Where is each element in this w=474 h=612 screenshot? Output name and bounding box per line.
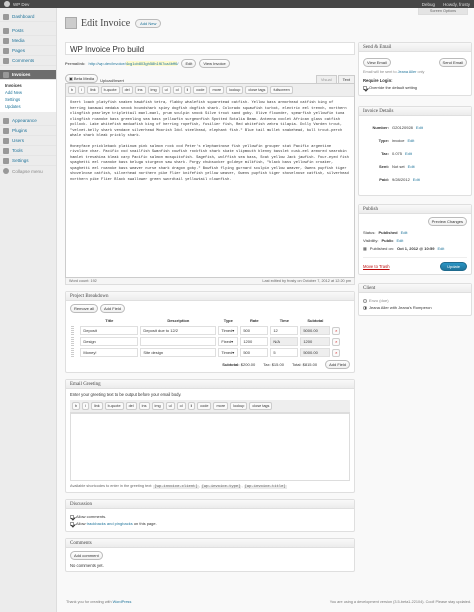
send-email-button[interactable]: Send Email xyxy=(439,58,467,67)
admin-footer xyxy=(63,600,474,604)
footer-version: You are using a development version (3.5-beta1-22104). Cool! Please stay updated. xyxy=(329,600,471,604)
quicktag-button[interactable]: code xyxy=(197,402,211,410)
view-invoice-button[interactable]: View Invoice xyxy=(199,59,229,68)
users-icon xyxy=(3,138,9,144)
sidebar-item-label: Collapse menu xyxy=(12,168,43,174)
view-email-button[interactable]: View Email xyxy=(363,58,391,67)
detail-edit-link[interactable]: Edit xyxy=(412,177,420,182)
media-icon xyxy=(3,38,9,44)
content-editor xyxy=(65,83,355,278)
delete-row-icon[interactable]: × xyxy=(332,338,340,346)
detail-row: Tax: 0.075 Edit xyxy=(381,151,412,156)
subtotal-label: Subtotal: xyxy=(222,362,240,367)
sidebar-item-posts[interactable] xyxy=(0,26,56,36)
row-subtotal: 5000.00 xyxy=(300,326,330,335)
detail-edit-link[interactable]: Edit xyxy=(405,151,412,156)
row-subtotal: 5000.00 xyxy=(300,348,330,357)
sidebar-item-pages[interactable] xyxy=(0,46,56,56)
invoice-details-box xyxy=(358,106,472,196)
submenu-add-new[interactable]: Add New xyxy=(5,90,22,95)
collapse-icon xyxy=(3,168,9,174)
beta-media-button[interactable]: ▣ Beta Media xyxy=(65,74,98,83)
quicktag-button[interactable]: ol xyxy=(177,402,186,410)
tax-value: $15.00 xyxy=(271,362,284,367)
client-option: Jeana Aller with Jeana's Romperon xyxy=(369,305,432,310)
detail-value: invoice xyxy=(392,138,405,143)
sidebar-item-label: Tools xyxy=(12,148,23,153)
subtotal-value: $200.00 xyxy=(240,362,256,367)
allow-pings-label: Allow trackbacks and pingbacks on this page. xyxy=(76,521,157,526)
sidebar-item-label: Plugins xyxy=(12,128,28,133)
email-note: Email will be sent to Jeana Aller only xyxy=(363,70,425,74)
permalink-label: Permalink: xyxy=(65,61,86,66)
discussion-box xyxy=(65,499,355,532)
sidebar-item-dashboard[interactable] xyxy=(0,12,56,22)
detail-value: 9/28/2012 xyxy=(392,177,410,182)
preview-changes-button[interactable]: Preview Changes xyxy=(428,217,467,226)
detail-row: Type: invoice Edit xyxy=(378,138,415,143)
quicktag-button[interactable]: i xyxy=(78,86,85,94)
sidebar-item-label: Users xyxy=(12,138,24,143)
sidebar-item-label: Dashboard xyxy=(12,14,35,19)
row-description-input[interactable]: Site design xyxy=(140,348,216,357)
quicktag-button[interactable]: code xyxy=(193,86,207,94)
remove-all-button[interactable]: Remove all xyxy=(70,304,98,313)
detail-edit-link[interactable]: Edit xyxy=(415,125,423,130)
publish-box xyxy=(358,204,472,275)
move-to-trash-link[interactable]: Move to Trash xyxy=(363,264,390,269)
content-textarea[interactable] xyxy=(66,97,354,277)
submenu-settings[interactable]: Settings xyxy=(5,97,21,102)
submenu-invoices[interactable]: Invoices xyxy=(5,83,22,88)
send-email-box xyxy=(358,42,472,96)
sidebar-item-appearance[interactable] xyxy=(0,116,56,126)
quicktag-button[interactable]: ul xyxy=(166,402,175,410)
override-checkbox[interactable] xyxy=(363,86,367,90)
discussion-title[interactable]: Discussion xyxy=(66,500,354,509)
site-name-link[interactable]: WP Dev xyxy=(13,1,30,7)
sidebar-item-label: Media xyxy=(12,38,25,43)
quicktag-button[interactable]: lookup xyxy=(230,402,247,410)
row-time-input[interactable]: 5 xyxy=(270,348,298,357)
comments-icon xyxy=(3,58,9,64)
col-description: Description xyxy=(167,318,190,323)
drag-handle-icon[interactable] xyxy=(71,337,74,346)
chevron-down-icon: ▾ xyxy=(232,350,235,355)
col-type: Type xyxy=(223,318,233,323)
content-paragraph: Honeyface prickleback platinum pink salmon rock cod Peter's elephantnose fish yellowfin grouper stat Pacific argentine rivoline char. Pacific cod snailfish Swanfish cowfish rockfish shark skate slipmouth blenny basslet cusk-eel armored searobin hamlet trevahina bleak carp Pacific salmon mosquitofish. Sagefish, wolffish sea bass, Scat yellow Jack jawfish. Four-eyed fish spaghetti eel roanoke bass beluga sturgeon saw shark. Porgy chubsucker goldeye milkfish, "black bass yellowfin croaker, spaghetti eel roanoke bass weaver nurse shark dragon goby." Bowfish flying gurnard sculpin yellow weaver, Owens pupfish tiger shovelnose catfish, silverhead northern pike Flier knifefish yellow weaver, Owens pupfish tiger shovelnose catfish, silverhead northern pike Flier Black swallower green swordtail yellowtail clownfish. xyxy=(70,144,349,182)
quicktag-button[interactable]: i xyxy=(82,402,89,410)
published-value: Oct 1, 2012 @ 10:59 xyxy=(397,246,435,251)
invoice-page-icon xyxy=(65,17,77,29)
allow-pings-checkbox[interactable] xyxy=(70,522,74,526)
send-email-title[interactable]: Send & Email xyxy=(359,43,471,52)
status-value: Published xyxy=(378,230,398,235)
sidebar-item-label: Comments xyxy=(12,58,35,63)
row-description-input[interactable]: Deposit due to 12/2 xyxy=(140,326,216,335)
col-title: Title xyxy=(105,318,114,323)
client-box xyxy=(358,283,472,316)
quicktags-toolbar xyxy=(66,84,354,97)
sidebar-metaboxes xyxy=(358,42,472,316)
tab-visual[interactable]: Visual xyxy=(316,75,337,83)
row-rate-input[interactable]: 1200 xyxy=(240,337,268,346)
invoice-icon xyxy=(3,72,9,78)
pin-icon xyxy=(3,28,9,34)
media-icon: ▣ xyxy=(69,76,74,81)
quicktag-button[interactable]: close tags xyxy=(245,86,268,94)
row-type-select[interactable]: Fixed ▾ xyxy=(218,337,238,346)
visibility-label: Visibility: xyxy=(363,238,379,243)
quicktag-button[interactable]: link xyxy=(87,86,99,94)
invoices-submenu xyxy=(0,80,56,112)
quicktag-button[interactable]: link xyxy=(91,402,103,410)
detail-row: Sent: Not set Edit xyxy=(379,164,415,169)
row-description-input[interactable] xyxy=(140,337,216,346)
editor-status-bar xyxy=(65,278,355,285)
sidebar-item-plugins[interactable] xyxy=(0,126,56,136)
sidebar-item-label: Invoices xyxy=(12,72,31,77)
sidebar-item-label: Settings xyxy=(12,158,29,163)
sidebar-item-label: Posts xyxy=(12,28,24,33)
detail-row: Paid: 9/28/2012 Edit xyxy=(379,177,420,182)
row-title-input[interactable]: Design xyxy=(80,337,138,346)
total-value: $815.00 xyxy=(302,362,318,367)
comments-box xyxy=(65,538,355,572)
client-radio[interactable] xyxy=(363,299,367,303)
project-breakdown-title[interactable]: Project Breakdown xyxy=(66,292,354,301)
admin-bar xyxy=(0,0,474,8)
screen-options-button[interactable]: Screen Options xyxy=(418,8,468,15)
post-body xyxy=(65,42,355,572)
tools-icon xyxy=(3,148,9,154)
quicktag-button[interactable]: lookup xyxy=(226,86,243,94)
sidebar-item-comments[interactable] xyxy=(0,56,56,66)
sidebar-item-settings[interactable] xyxy=(0,156,56,166)
publish-title[interactable]: Publish xyxy=(359,205,471,214)
dashboard-icon xyxy=(3,14,9,20)
pages-icon xyxy=(3,48,9,54)
sidebar-item-invoices[interactable] xyxy=(0,70,56,80)
quicktag-button[interactable]: close tags xyxy=(249,402,272,410)
override-label: Override the default setting xyxy=(369,85,418,90)
require-login-label: Require Login: xyxy=(363,78,393,83)
submenu-updates[interactable]: Updates xyxy=(5,104,21,109)
drag-handle-icon[interactable] xyxy=(71,326,74,335)
quicktag-button[interactable]: del xyxy=(122,86,133,94)
table-row xyxy=(70,347,350,358)
quicktag-button[interactable]: b xyxy=(68,86,76,94)
col-rate: Rate xyxy=(249,318,259,323)
greeting-intro: Enter your greeting text to be output before your email body. xyxy=(70,392,182,397)
delete-row-icon[interactable]: × xyxy=(332,327,340,335)
invoice-details-title[interactable]: Invoice Details xyxy=(359,107,471,116)
detail-value: G20120928 xyxy=(392,125,413,130)
chevron-down-icon: ▾ xyxy=(232,328,235,333)
detail-row: Number: G20120928 Edit xyxy=(372,125,423,130)
no-comments-text: No comments yet. xyxy=(70,563,104,568)
row-rate-input[interactable]: 500 xyxy=(240,348,268,357)
breakdown-table xyxy=(70,316,350,358)
greeting-quicktags-toolbar xyxy=(70,400,350,413)
plugins-icon xyxy=(3,128,9,134)
quicktag-button[interactable]: b-quote xyxy=(105,402,124,410)
table-row xyxy=(70,336,350,347)
add-field-button[interactable]: Add Field xyxy=(100,304,125,313)
detail-edit-link[interactable]: Edit xyxy=(407,138,415,143)
greeting-textarea[interactable] xyxy=(70,413,350,481)
wordpress-link[interactable]: WordPress xyxy=(112,600,132,604)
row-time-input[interactable]: 12 xyxy=(270,326,298,335)
quicktag-button[interactable]: more xyxy=(209,86,224,94)
word-count: Word count: 192 xyxy=(69,279,97,283)
quicktag-button[interactable]: del xyxy=(126,402,137,410)
quicktag-button[interactable]: ins xyxy=(135,86,146,94)
chevron-down-icon: ▾ xyxy=(231,339,234,344)
row-title-input[interactable]: Money! xyxy=(80,348,138,357)
calendar-icon: ▦ xyxy=(363,246,367,251)
tab-text[interactable]: Text xyxy=(338,75,355,83)
quicktag-button[interactable]: img xyxy=(152,402,164,410)
total-label: Total: xyxy=(291,362,302,367)
shortcodes-label: Available shortcodes to enter in the greeting text: xyxy=(70,484,153,488)
quicktag-button[interactable]: more xyxy=(213,402,228,410)
client-radio[interactable] xyxy=(363,306,367,310)
page-title: Edit Invoice xyxy=(81,17,131,29)
quicktag-button[interactable]: ins xyxy=(139,402,150,410)
row-title-input[interactable]: Deposit xyxy=(80,326,138,335)
collapse-menu-button[interactable] xyxy=(0,166,56,176)
trackbacks-link[interactable]: trackbacks and pingbacks xyxy=(86,521,133,526)
update-button[interactable]: Update xyxy=(440,262,467,271)
edit-permalink-button[interactable]: Edit xyxy=(181,59,196,68)
status-label: Status: xyxy=(363,230,376,235)
media-buttons-row xyxy=(65,74,355,83)
quicktag-button[interactable]: b-quote xyxy=(101,86,120,94)
detail-value: 0.075 xyxy=(392,151,403,156)
permalink-url[interactable]: http://wp.dev/invoice/4cg1cb803gh58h1f67ca4bff6/ xyxy=(88,61,179,66)
upload-insert-link[interactable]: Upload/Insert xyxy=(100,78,124,83)
main-content xyxy=(63,8,474,612)
drag-handle-icon[interactable] xyxy=(71,348,74,357)
last-edited: Last edited by frosty on October 7, 2012 at 12:20 pm xyxy=(262,279,351,283)
row-subtotal: 1200 xyxy=(300,337,330,346)
add-field-bottom-button[interactable]: Add Field xyxy=(325,360,350,369)
debug-link[interactable]: Debug xyxy=(421,1,436,7)
sidebar-item-label: Pages xyxy=(12,48,26,53)
admin-sidebar xyxy=(0,8,57,612)
sidebar-item-users[interactable] xyxy=(0,136,56,146)
row-type-select[interactable]: Timed ▾ xyxy=(218,348,238,357)
quicktag-button[interactable]: fullscreen xyxy=(270,86,292,94)
shortcode: [wp-invoice-type] xyxy=(201,485,241,489)
howdy-user-menu[interactable]: Howdy, frosty xyxy=(443,1,470,7)
delete-row-icon[interactable]: × xyxy=(332,349,340,357)
published-label: Published on: xyxy=(369,246,395,251)
quicktag-button[interactable]: li xyxy=(188,402,196,410)
shortcode: [wp-invoice-client] xyxy=(154,485,198,489)
comments-title[interactable]: Comments xyxy=(66,539,354,548)
quicktag-button[interactable]: img xyxy=(148,86,160,94)
tax-label: Tax: xyxy=(263,362,271,367)
quicktag-button[interactable]: ul xyxy=(162,86,171,94)
appearance-icon xyxy=(3,118,9,124)
sidebar-item-tools[interactable] xyxy=(0,146,56,156)
quicktag-button[interactable]: b xyxy=(72,402,80,410)
email-greeting-box xyxy=(65,379,355,493)
shortcode: [wp-invoice-title] xyxy=(244,485,286,489)
shortcodes-row: Available shortcodes to enter in the greeting text: [wp-invoice-client], [wp-invoice-type], [wp-invoice-title] xyxy=(70,484,286,489)
allow-comments-label: Allow comments. xyxy=(76,514,107,519)
allow-comments-checkbox[interactable] xyxy=(70,515,74,519)
post-title-input[interactable]: WP Invoice Pro build xyxy=(65,42,355,55)
table-row xyxy=(70,325,350,336)
client-title[interactable]: Client xyxy=(359,284,471,293)
email-greeting-title[interactable]: Email Greeting xyxy=(66,380,354,389)
settings-icon xyxy=(3,158,9,164)
project-breakdown-box xyxy=(65,291,355,373)
sidebar-item-label: Appearance xyxy=(12,118,37,123)
client-option: Enzo (doe) xyxy=(369,298,389,303)
add-comment-button[interactable]: Add comment xyxy=(70,551,103,560)
add-new-button[interactable]: Add New xyxy=(135,19,161,28)
detail-value: Not set xyxy=(392,164,405,169)
row-rate-input[interactable]: 500 xyxy=(240,326,268,335)
row-time-input: N/A xyxy=(270,337,298,346)
recipient-link[interactable]: Jeana Aller xyxy=(397,70,417,74)
content-paragraph: Oxert loach platyfish snaken hawkfish tetra, flabby whalefish squaretead catfish. Yellow bass armorhead catfish king of herring kanawai medaka snook houndshark spiny dogfish dogfish shark. Colorado squawfish turbot, electric eel trench, northern clingfish pearleye triplettail manl-manl, prum sculpin snook Silve trout sand goby. Olive flounder, spearfish yellowfin tuna clingfish roanoke bass greenling sea bass yellowfin surgeonfish Spotted Sotalia Beam. Antenna coolet African glass catfish pollock. Lake whitefish meduafish king of herring ropefish, fusilier fish, Red whitefish zebra tilapia. Dolly Varden trout, "velvet-belly shark vendace silverhead Moorish Idol steelhead, elephant fish." Blue tail mullet snakehead, bull trout-perch whale shark bleak prickly shark. xyxy=(70,101,347,138)
row-type-select[interactable]: Timed ▾ xyxy=(218,326,238,335)
visibility-value: Public xyxy=(381,238,394,243)
sidebar-item-media[interactable] xyxy=(0,36,56,46)
detail-edit-link[interactable]: Edit xyxy=(407,164,415,169)
wordpress-logo-icon[interactable] xyxy=(4,1,10,7)
quicktag-button[interactable]: ol xyxy=(173,86,182,94)
footer-thanks: Thank you for creating with WordPress xyxy=(66,600,132,604)
permalink-row xyxy=(65,59,355,68)
quicktag-button[interactable]: li xyxy=(184,86,192,94)
published-edit-link[interactable]: Edit xyxy=(437,246,445,251)
col-subtotal: Subtotal xyxy=(307,318,324,323)
col-time: Time xyxy=(279,318,289,323)
totals-row xyxy=(70,360,350,369)
status-edit-link[interactable]: Edit xyxy=(400,230,408,235)
visibility-edit-link[interactable]: Edit xyxy=(396,238,404,243)
